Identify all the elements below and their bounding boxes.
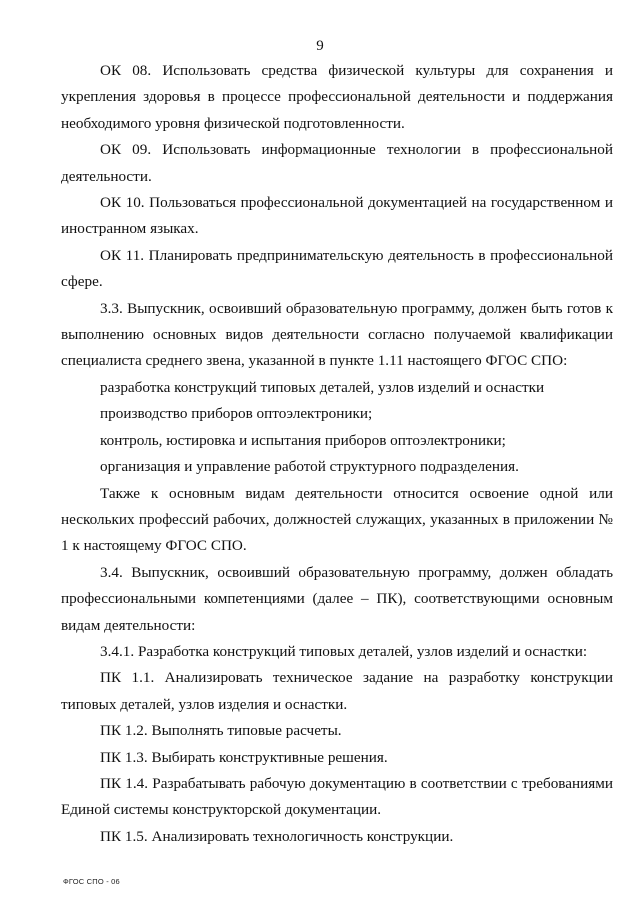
list-item-activity-3: контроль, юстировка и испытания приборов оптоэлектроники; bbox=[100, 431, 506, 449]
paragraph-pk-1-4: ПК 1.4. Разрабатывать рабочую документацию в соответствии с требованиями Единой системы конструкторской документации. bbox=[61, 774, 613, 819]
paragraph-also: Также к основным видам деятельности относится освоение одной или нескольких профессий рабочих, должностей служащих, указанных в приложении № 1 к настоящему ФГОС СПО. bbox=[61, 484, 613, 555]
paragraph-pk-1-3: ПК 1.3. Выбирать конструктивные решения. bbox=[100, 748, 388, 766]
paragraph-pk-1-5: ПК 1.5. Анализировать технологичность конструкции. bbox=[100, 827, 454, 845]
paragraph-pk-1-1: ПК 1.1. Анализировать техническое задание на разработку конструкции типовых деталей, узлов изделия и оснастки. bbox=[61, 669, 613, 713]
paragraph-ok-08: ОК 08. Использовать средства физической культуры для сохранения и укрепления здоровья в процессе профессиональной деятельности и поддержания необходимого уровня физической подготовленности. bbox=[61, 62, 613, 132]
paragraph-ok-10: ОК 10. Пользоваться профессиональной документацией на государственном и иностранном языках. bbox=[61, 194, 613, 238]
list-item-activity-2: производство приборов оптоэлектроники; bbox=[100, 405, 373, 423]
paragraph-3-3: 3.3. Выпускник, освоивший образовательную программу, должен быть готов к выполнению основных видов деятельности согласно получаемой квалификации специалиста среднего звена, указанной в пункте 1.11 настоящего ФГОС СПО: bbox=[61, 299, 613, 370]
paragraph-3-4-1: 3.4.1. Разработка конструкций типовых деталей, узлов изделий и оснастки: bbox=[100, 642, 588, 660]
paragraph-ok-09: ОК 09. Использовать информационные технологии в профессиональной деятельности. bbox=[61, 141, 613, 185]
paragraph-pk-1-2: ПК 1.2. Выполнять типовые расчеты. bbox=[100, 722, 342, 740]
list-item-activity-1: разработка конструкций типовых деталей, узлов изделий и оснастки bbox=[100, 378, 545, 396]
paragraph-ok-11: ОК 11. Планировать предпринимательскую деятельность в профессиональной сфере. bbox=[61, 246, 613, 291]
list-item-activity-4: организация и управление работой структурного подразделения. bbox=[100, 458, 519, 476]
footer-stamp: ФГОС СПО - 06 bbox=[63, 877, 120, 886]
document-body bbox=[61, 58, 613, 850]
page-number: 9 bbox=[316, 38, 324, 54]
paragraph-3-4: 3.4. Выпускник, освоивший образовательную программу, должен обладать профессиональными компетенциями (далее – ПК), соответствующими основным видам деятельности: bbox=[61, 563, 613, 634]
